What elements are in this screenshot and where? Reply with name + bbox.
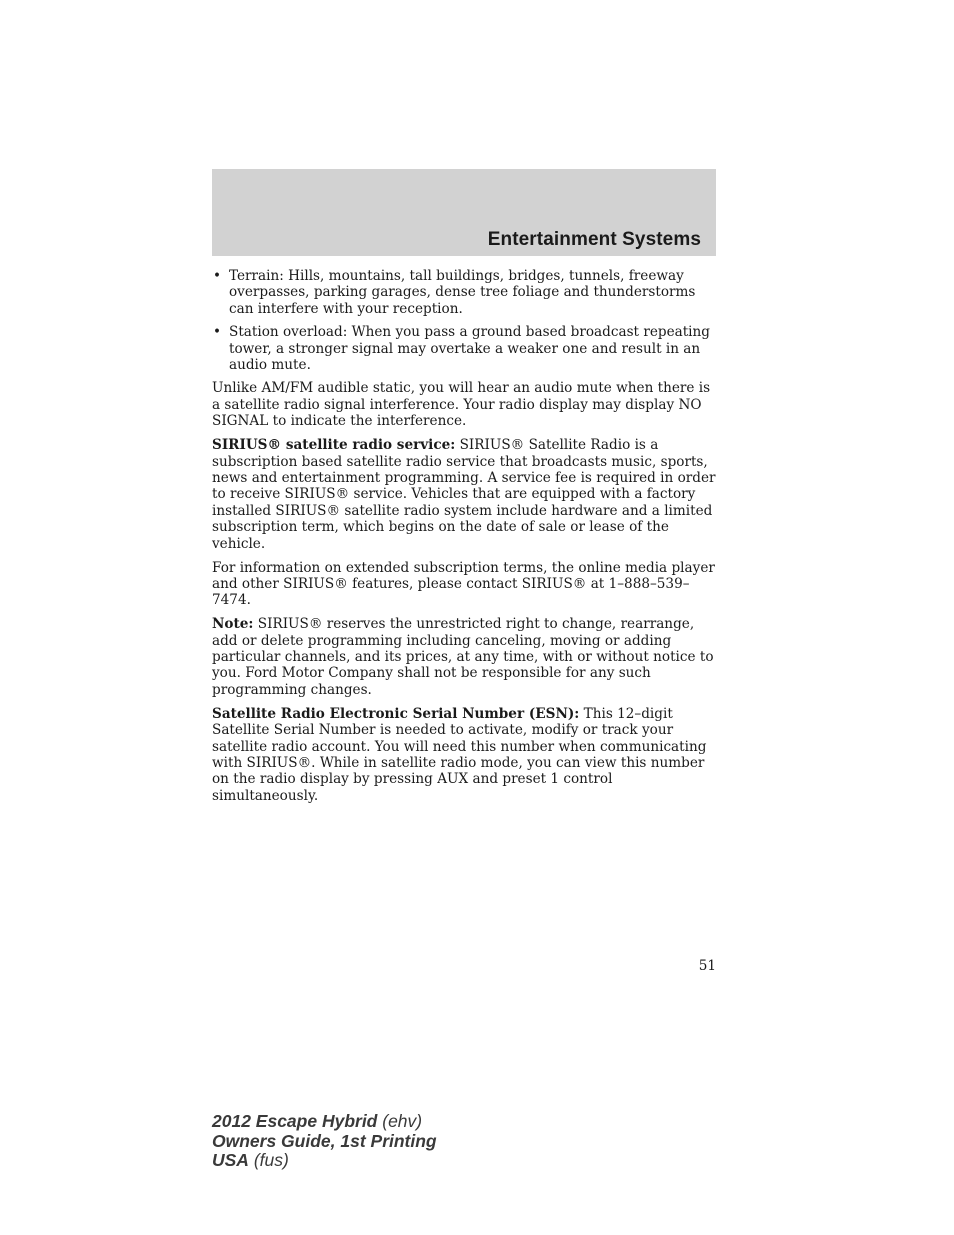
interference-bullet-list: [212, 268, 717, 373]
paragraph-subscription-info: For information on extended subscription terms, the online media player and other SIRIUS® features, please contact SIRIUS® at 1–888–539–7474.: [212, 559, 715, 609]
list-item: [212, 324, 717, 373]
footer-guide: Owners Guide, 1st Printing: [212, 1130, 437, 1151]
footer-market-code: (fus): [248, 1150, 289, 1170]
footer-model-code: (ehv): [377, 1111, 423, 1131]
footer-line-guide: [212, 1132, 437, 1152]
paragraph-sirius-service: [212, 437, 717, 552]
paragraph-esn: [212, 706, 717, 804]
paragraph-text: This 12–digit Satellite Serial Number is needed to activate, modify or track your satellite radio account. You will need this number when communicating with SIRIUS®. While in satellite radio mode, you can view this number on the radio display by pressing AUX and preset 1 control simultaneously.: [212, 705, 707, 804]
bullet-marker: •: [213, 268, 222, 284]
paragraph-note: [212, 616, 717, 698]
page-body: [212, 268, 717, 812]
footer-line-model: [212, 1112, 437, 1132]
document-footer: [212, 1112, 437, 1171]
paragraph-lead: Satellite Radio Electronic Serial Number (ESN):: [212, 705, 580, 722]
page-number: 51: [698, 958, 716, 974]
paragraph-audio-mute: Unlike AM/FM audible static, you will hear an audio mute when there is a satellite radio signal interference. Your radio display may display NO SIGNAL to indicate the interference.: [212, 380, 711, 430]
footer-market: USA: [212, 1150, 249, 1170]
paragraph-text: SIRIUS® reserves the unrestricted right to change, rearrange, add or delete programming including canceling, moving or adding particular channels, and its prices, at any time, with or without notice to you. Ford Motor Company shall not be responsible for any such programming changes.: [212, 616, 714, 698]
footer-model: 2012 Escape Hybrid: [212, 1111, 378, 1131]
list-item: [212, 268, 717, 317]
paragraph-text: SIRIUS® Satellite Radio is a subscription based satellite radio service that broadcasts music, sports, news and entertainment programming. A service fee is required in order to receive SIRIUS® service. Vehicles that are equipped with a factory installed SIRIUS® satellite radio system include hardware and a limited subscription term, which begins on the date of sale or lease of the vehicle.: [212, 437, 716, 552]
footer-line-market: [212, 1151, 437, 1171]
paragraph-lead: SIRIUS® satellite radio service:: [212, 437, 456, 454]
section-header-band: [212, 169, 716, 256]
bullet-text: Terrain: Hills, mountains, tall buildings, bridges, tunnels, freeway overpasses, parking garages, dense tree foliage and thunderstorms can interfere with your reception.: [229, 268, 696, 317]
bullet-marker: •: [213, 324, 222, 341]
section-title: Entertainment Systems: [487, 229, 701, 250]
paragraph-lead: Note:: [212, 616, 254, 633]
bullet-text: Station overload: When you pass a ground based broadcast repeating tower, a stronger signal may overtake a weaker one and result in an audio mute.: [229, 324, 710, 374]
